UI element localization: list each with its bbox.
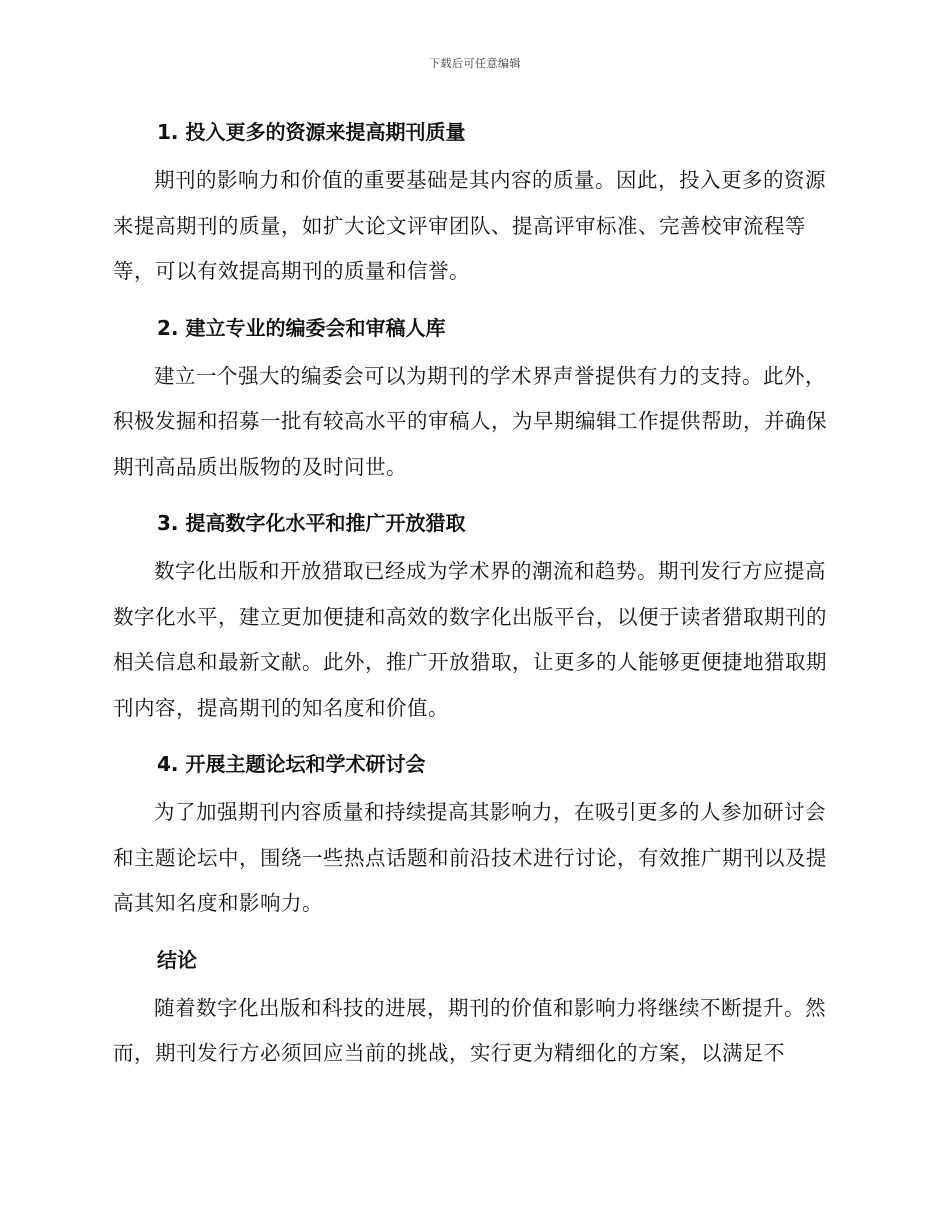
section-paragraph: 为了加强期刊内容质量和持续提高其影响力，在吸引更多的人参加研讨会和主题论坛中，围绕一些热点话题和前沿技术进行讨论，有效推广期刊以及提高其知名度和影响力。 <box>113 800 827 915</box>
conclusion-heading: 结论 <box>157 947 197 972</box>
section-paragraph: 期刊的影响力和价值的重要基础是其内容的质量。因此，投入更多的资源来提高期刊的质量，如扩大论文评审团队、提高评审标准、完善校审流程等等，可以有效提高期刊的质量和信誉。 <box>113 168 826 283</box>
section-paragraph: 建立一个强大的编委会可以为期刊的学术界声誉提供有力的支持。此外，积极发掘和招募一批有较高水平的审稿人，为早期编辑工作提供帮助，并确保期刊高品质出版物的及时问世。 <box>113 363 827 479</box>
conclusion-paragraph: 随着数字化出版和科技的进展，期刊的价值和影响力将继续不断提升。然而，期刊发行方必须回应当前的挑战，实行更为精细化的方案，以满足不 <box>113 995 826 1065</box>
section-heading: 3. 提高数字化水平和推广开放猎取 <box>157 511 466 535</box>
section-heading: 1. 投入更多的资源来提高期刊质量 <box>157 120 466 144</box>
section-paragraph: 数字化出版和开放猎取已经成为学术界的潮流和趋势。期刊发行方应提高数字化水平，建立更加便捷和高效的数字化出版平台，以便于读者猎取期刊的相关信息和最新文献。此外，推广开放猎取，让更多的人能够更便捷地猎取期刊内容，提高期刊的知名度和价值。 <box>113 559 827 720</box>
page-header: 下载后可任意编辑 <box>429 57 521 70</box>
section-heading: 2. 建立专业的编委会和审稿人库 <box>157 315 446 340</box>
section-heading: 4. 开展主题论坛和学术研讨会 <box>157 752 426 776</box>
document-body <box>113 110 833 1077</box>
